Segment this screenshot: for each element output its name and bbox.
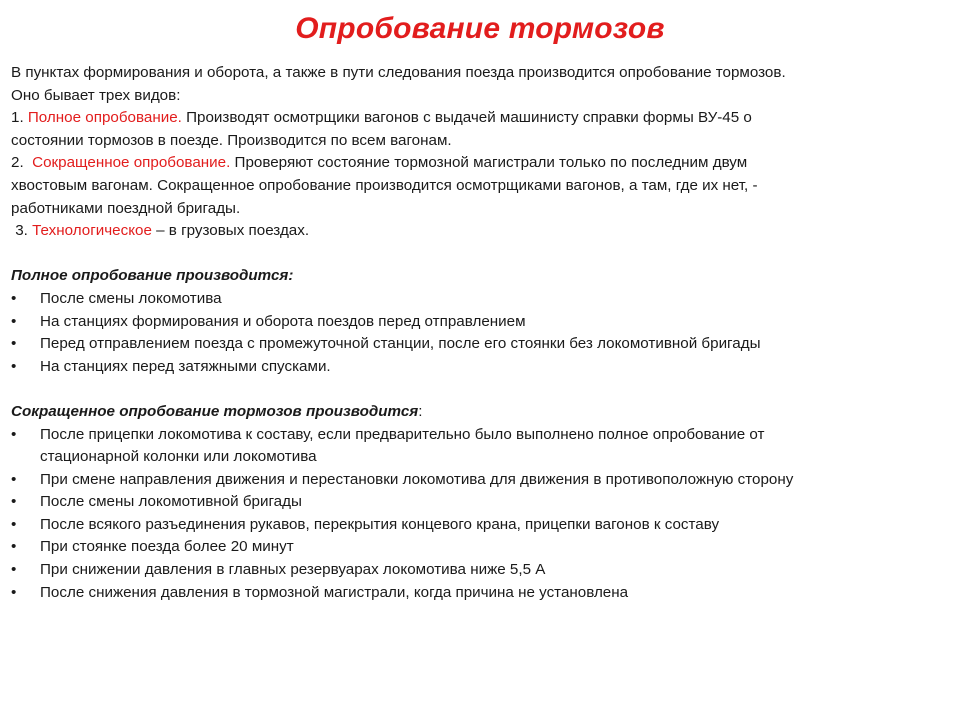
list-item: • После всякого разъединения рукавов, перекрытия концевого крана, прицепки вагонов к составу xyxy=(11,514,946,537)
type-name: Сокращенное опробование. xyxy=(32,154,231,172)
list-item: • При стоянке поезда более 20 минут xyxy=(11,536,946,559)
bullet-icon: • xyxy=(11,515,17,533)
type-number: 1. xyxy=(11,109,28,127)
short-section-heading: Сокращенное опробование тормозов производится: xyxy=(11,402,423,420)
bullet-icon: • xyxy=(11,538,17,556)
list-item: • После смены локомотивной бригады xyxy=(11,491,946,514)
full-section-list xyxy=(11,288,946,378)
list-item: • Перед отправлением поезда с промежуточной станции, после его стоянки без локомотивной бригады xyxy=(11,333,946,356)
full-section-heading: Полное опробование производится: xyxy=(11,267,294,285)
slide-title: Опробование тормозов xyxy=(295,12,665,45)
type-item-technological xyxy=(11,220,946,243)
intro-line: В пунктах формирования и оборота, а также в пути следования поезда производится опробование тормозов. xyxy=(11,64,786,81)
spacer xyxy=(11,378,946,401)
bullet-icon: • xyxy=(11,357,17,375)
bullet-icon: • xyxy=(11,289,17,307)
bullet-icon: • xyxy=(11,335,17,353)
type-text: – в грузовых поездах. xyxy=(151,222,310,240)
bullet-icon: • xyxy=(11,312,17,330)
type-text: Проверяют состояние тормозной магистрали только по последним двум xyxy=(230,154,748,172)
bullet-icon: • xyxy=(11,470,17,488)
type-number: 3. xyxy=(11,222,33,240)
type-number: 2. xyxy=(11,154,33,172)
type-item-full xyxy=(11,107,946,130)
type-text-line: состоянии тормозов в поезде. Производится по всем вагонам. xyxy=(11,131,452,149)
type-text: Производят осмотрщики вагонов с выдачей машинисту справки формы ВУ-45 о xyxy=(181,109,752,127)
bullet-icon: • xyxy=(11,425,17,443)
bullet-icon: • xyxy=(11,583,17,601)
list-item: • При смене направления движения и перестановки локомотива для движения в противоположную сторону xyxy=(11,469,946,492)
list-item: • На станциях формирования и оборота поездов перед отправлением xyxy=(11,311,946,334)
type-item-short xyxy=(11,152,946,175)
list-item: • После смены локомотива xyxy=(11,288,946,311)
list-item: • После снижения давления в тормозной магистрали, когда причина не установлена xyxy=(11,582,946,605)
list-item: • На станциях перед затяжными спусками. xyxy=(11,356,946,379)
short-section-list xyxy=(11,424,946,605)
list-item: • После прицепки локомотива к составу, если предварительно было выполнено полное опробование от стационарной колонки или локомотива xyxy=(11,425,765,466)
list-item: • При снижении давления в главных резервуарах локомотива ниже 5,5 А xyxy=(11,559,946,582)
intro-line: Оно бывает трех видов: xyxy=(11,86,181,104)
type-text-line: работниками поездной бригады. xyxy=(11,199,241,217)
bullet-icon: • xyxy=(11,493,17,511)
slide-body xyxy=(11,62,946,604)
type-name: Технологическое xyxy=(32,222,152,240)
spacer xyxy=(11,243,946,266)
type-name: Полное опробование. xyxy=(27,109,182,127)
type-text-line: хвостовым вагонам. Сокращенное опробование производится осмотрщиками вагонов, а там, где их нет, - xyxy=(11,176,758,194)
bullet-icon: • xyxy=(11,561,17,579)
